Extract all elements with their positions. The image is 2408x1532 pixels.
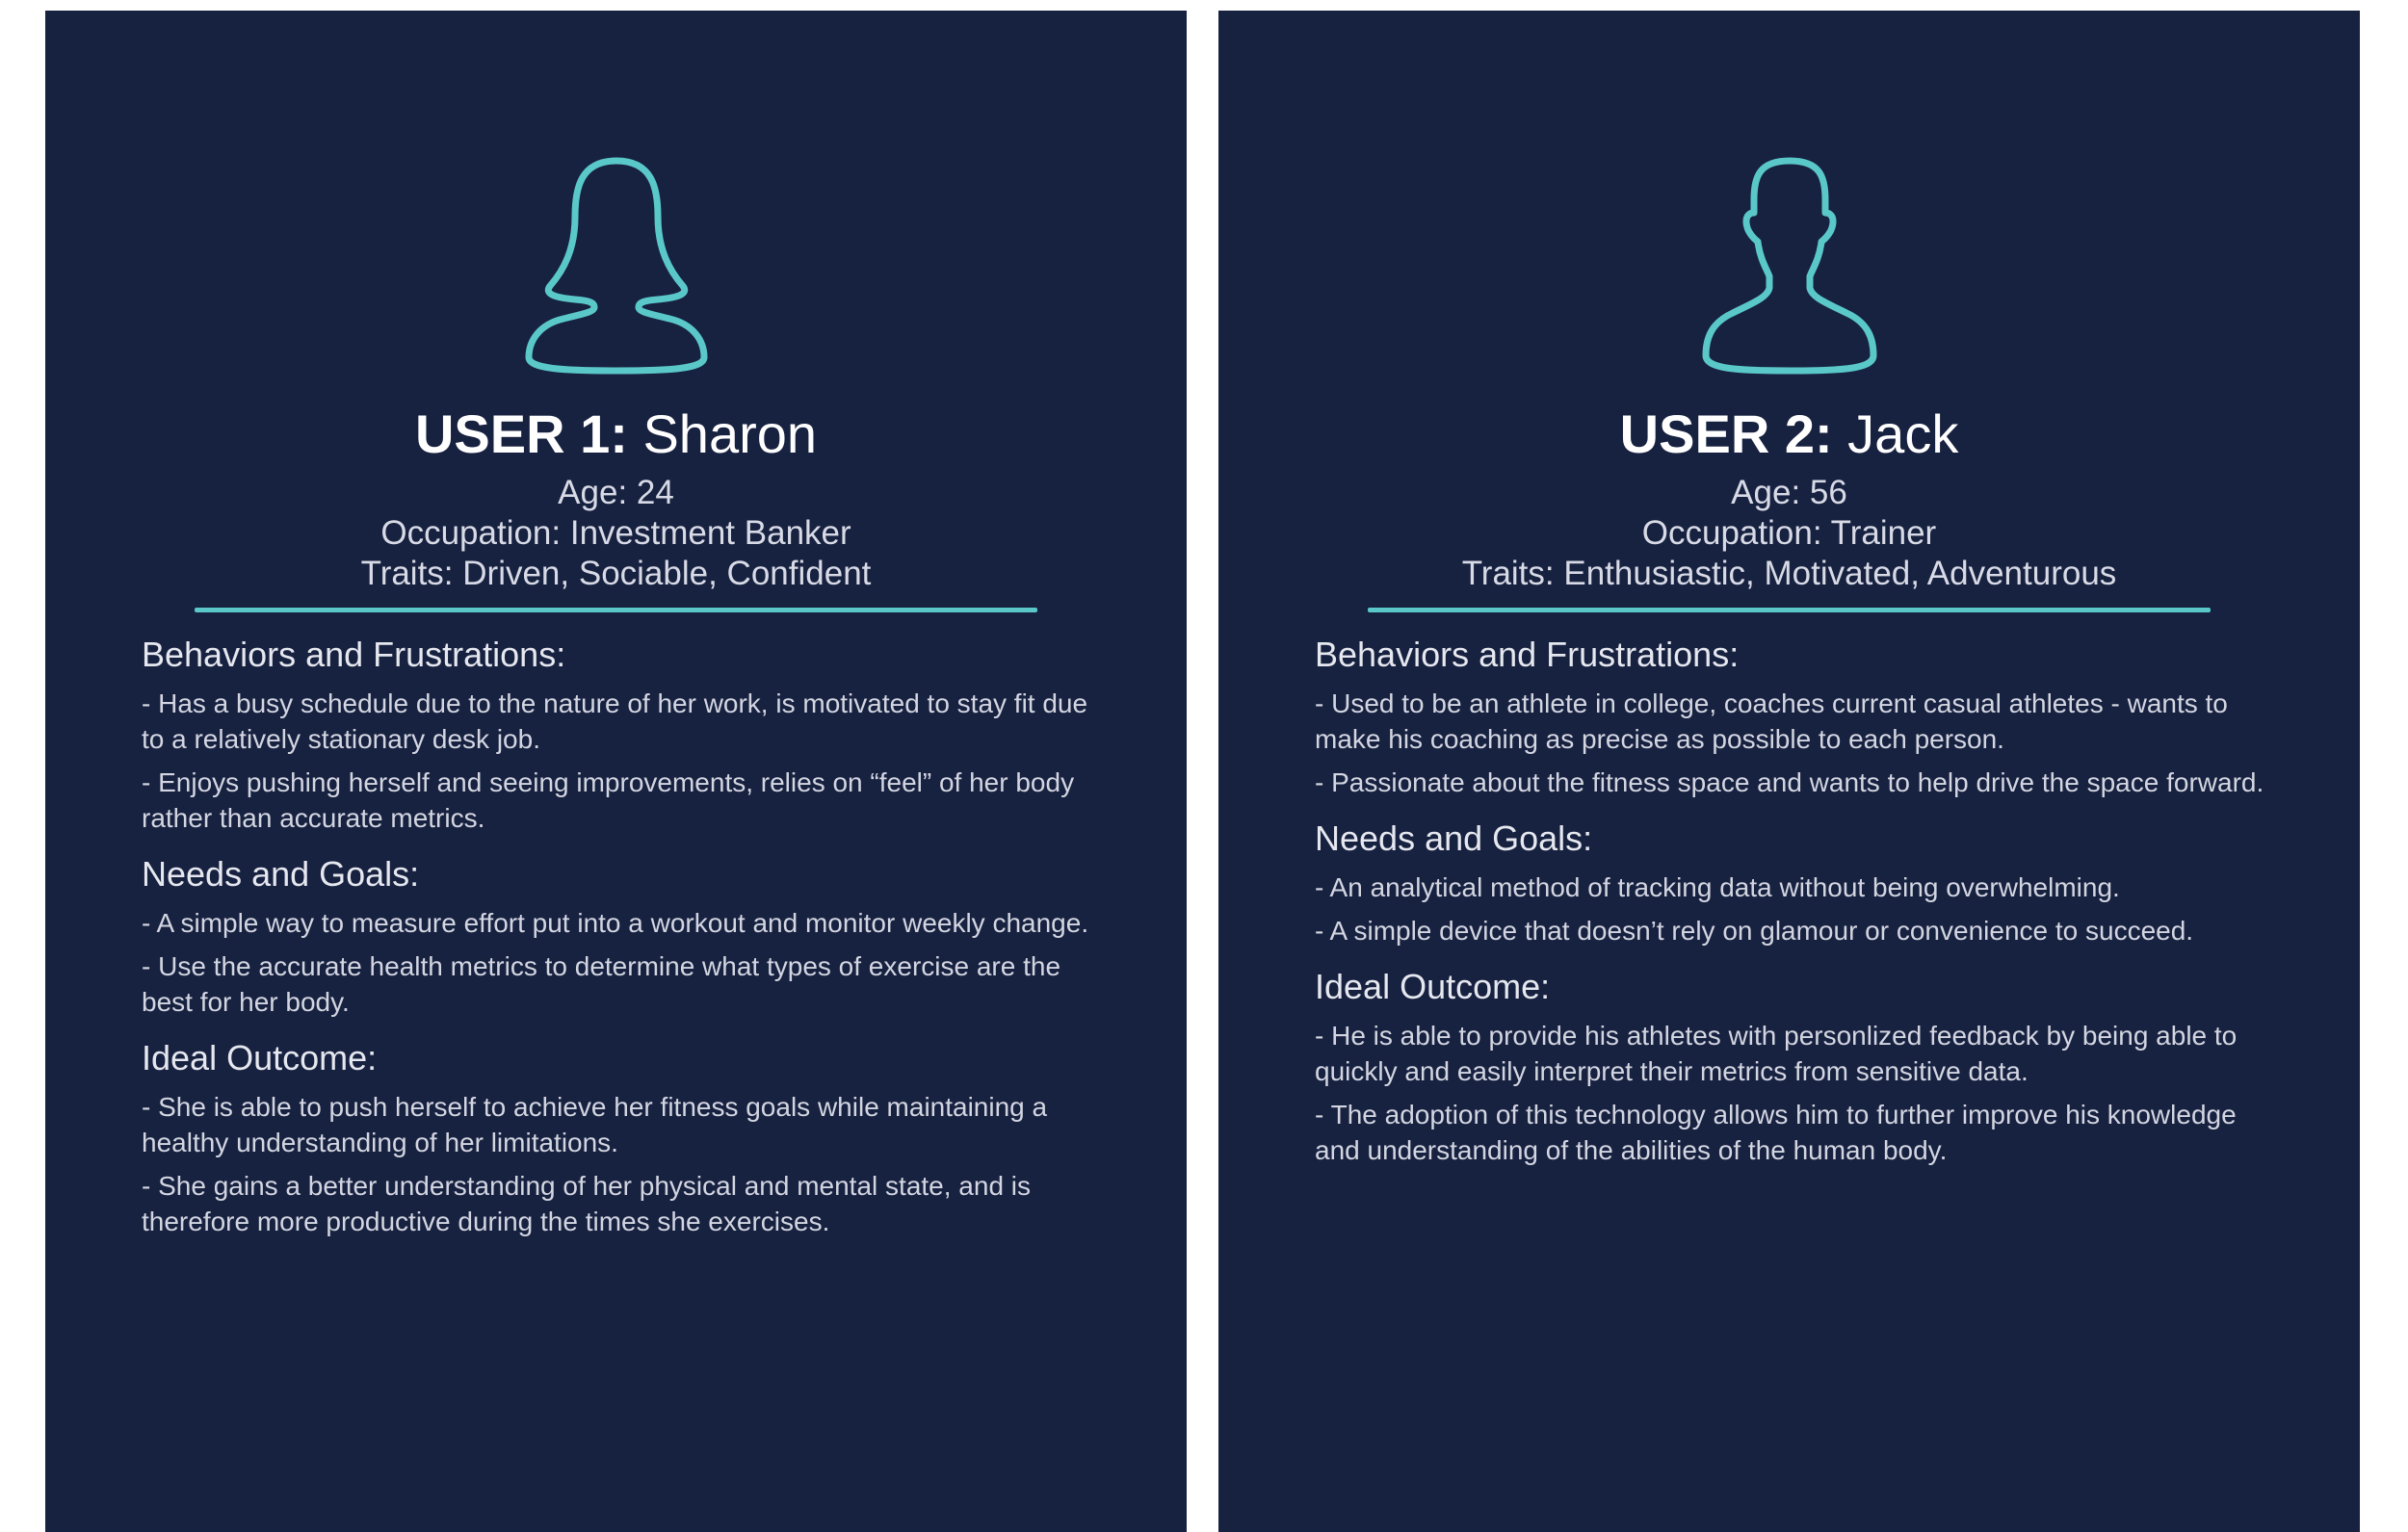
section-item: - An analytical method of tracking data without being overwhelming. (1315, 872, 2120, 902)
user-number-label: USER 2: (1619, 403, 1833, 464)
section-item: - He is able to provide his athletes with personlized feedback by being able to quickly and easily interpret their metrics from sensitive data. (1315, 1021, 2238, 1086)
user-name: Jack (1847, 403, 1959, 464)
female-user-icon (525, 153, 708, 375)
behaviors-section (142, 632, 1114, 836)
persona-header (45, 396, 1187, 594)
male-user-icon (1698, 153, 1881, 375)
section-heading: Behaviors and Frustrations: (142, 635, 566, 674)
section-item: - She is able to push herself to achieve her fitness goals while maintaining a healthy understanding of her limitations. (142, 1092, 1048, 1157)
section-heading: Ideal Outcome: (1315, 967, 1551, 1006)
user-traits: Traits: Driven, Sociable, Confident (360, 555, 872, 592)
section-heading: Behaviors and Frustrations: (1315, 635, 1740, 674)
persona-card-sharon (45, 11, 1187, 1532)
user-title (45, 396, 1187, 473)
persona-details (1315, 632, 2288, 1183)
ideal-outcome-section (142, 1035, 1114, 1239)
behaviors-section (1315, 632, 2288, 800)
persona-card-jack (1218, 11, 2360, 1532)
section-heading: Ideal Outcome: (142, 1038, 378, 1078)
ideal-outcome-section (1315, 964, 2288, 1168)
needs-goals-section (1315, 816, 2288, 948)
section-item: - Use the accurate health metrics to determine what types of exercise are the best for her body. (142, 951, 1061, 1017)
header-divider (195, 608, 1037, 612)
section-item: - Has a busy schedule due to the nature of her work, is motivated to stay fit due to a relatively stationary desk job. (142, 688, 1088, 754)
header-divider (1368, 608, 2211, 612)
section-item: - She gains a better understanding of her physical and mental state, and is therefore more productive during the times she exercises. (142, 1171, 1032, 1236)
section-item: - Passionate about the fitness space and wants to help drive the space forward. (1315, 767, 2264, 797)
section-item: - A simple device that doesn’t rely on glamour or convenience to succeed. (1315, 916, 2194, 946)
user-age: Age: 24 (558, 474, 674, 511)
user-name: Sharon (642, 403, 818, 464)
user-traits: Traits: Enthusiastic, Motivated, Adventurous (1461, 555, 2117, 592)
user-number-label: USER 1: (414, 403, 628, 464)
user-title (1218, 396, 2360, 473)
section-item: - Enjoys pushing herself and seeing improvements, relies on “feel” of her body rather than accurate metrics. (142, 767, 1075, 833)
user-age: Age: 56 (1731, 474, 1847, 511)
section-heading: Needs and Goals: (142, 854, 420, 894)
section-item: - The adoption of this technology allows him to further improve his knowledge and understanding of the abilities of the human body. (1315, 1100, 2237, 1165)
needs-goals-section (142, 851, 1114, 1020)
user-occupation: Occupation: Investment Banker (380, 514, 851, 552)
section-item: - Used to be an athlete in college, coaches current casual athletes - wants to make his coaching as precise as possible to each person. (1315, 688, 2228, 754)
user-occupation: Occupation: Trainer (1641, 514, 1937, 552)
section-heading: Needs and Goals: (1315, 818, 1593, 858)
section-item: - A simple way to measure effort put into a workout and monitor weekly change. (142, 908, 1089, 938)
persona-details (142, 632, 1114, 1255)
persona-header (1218, 396, 2360, 594)
